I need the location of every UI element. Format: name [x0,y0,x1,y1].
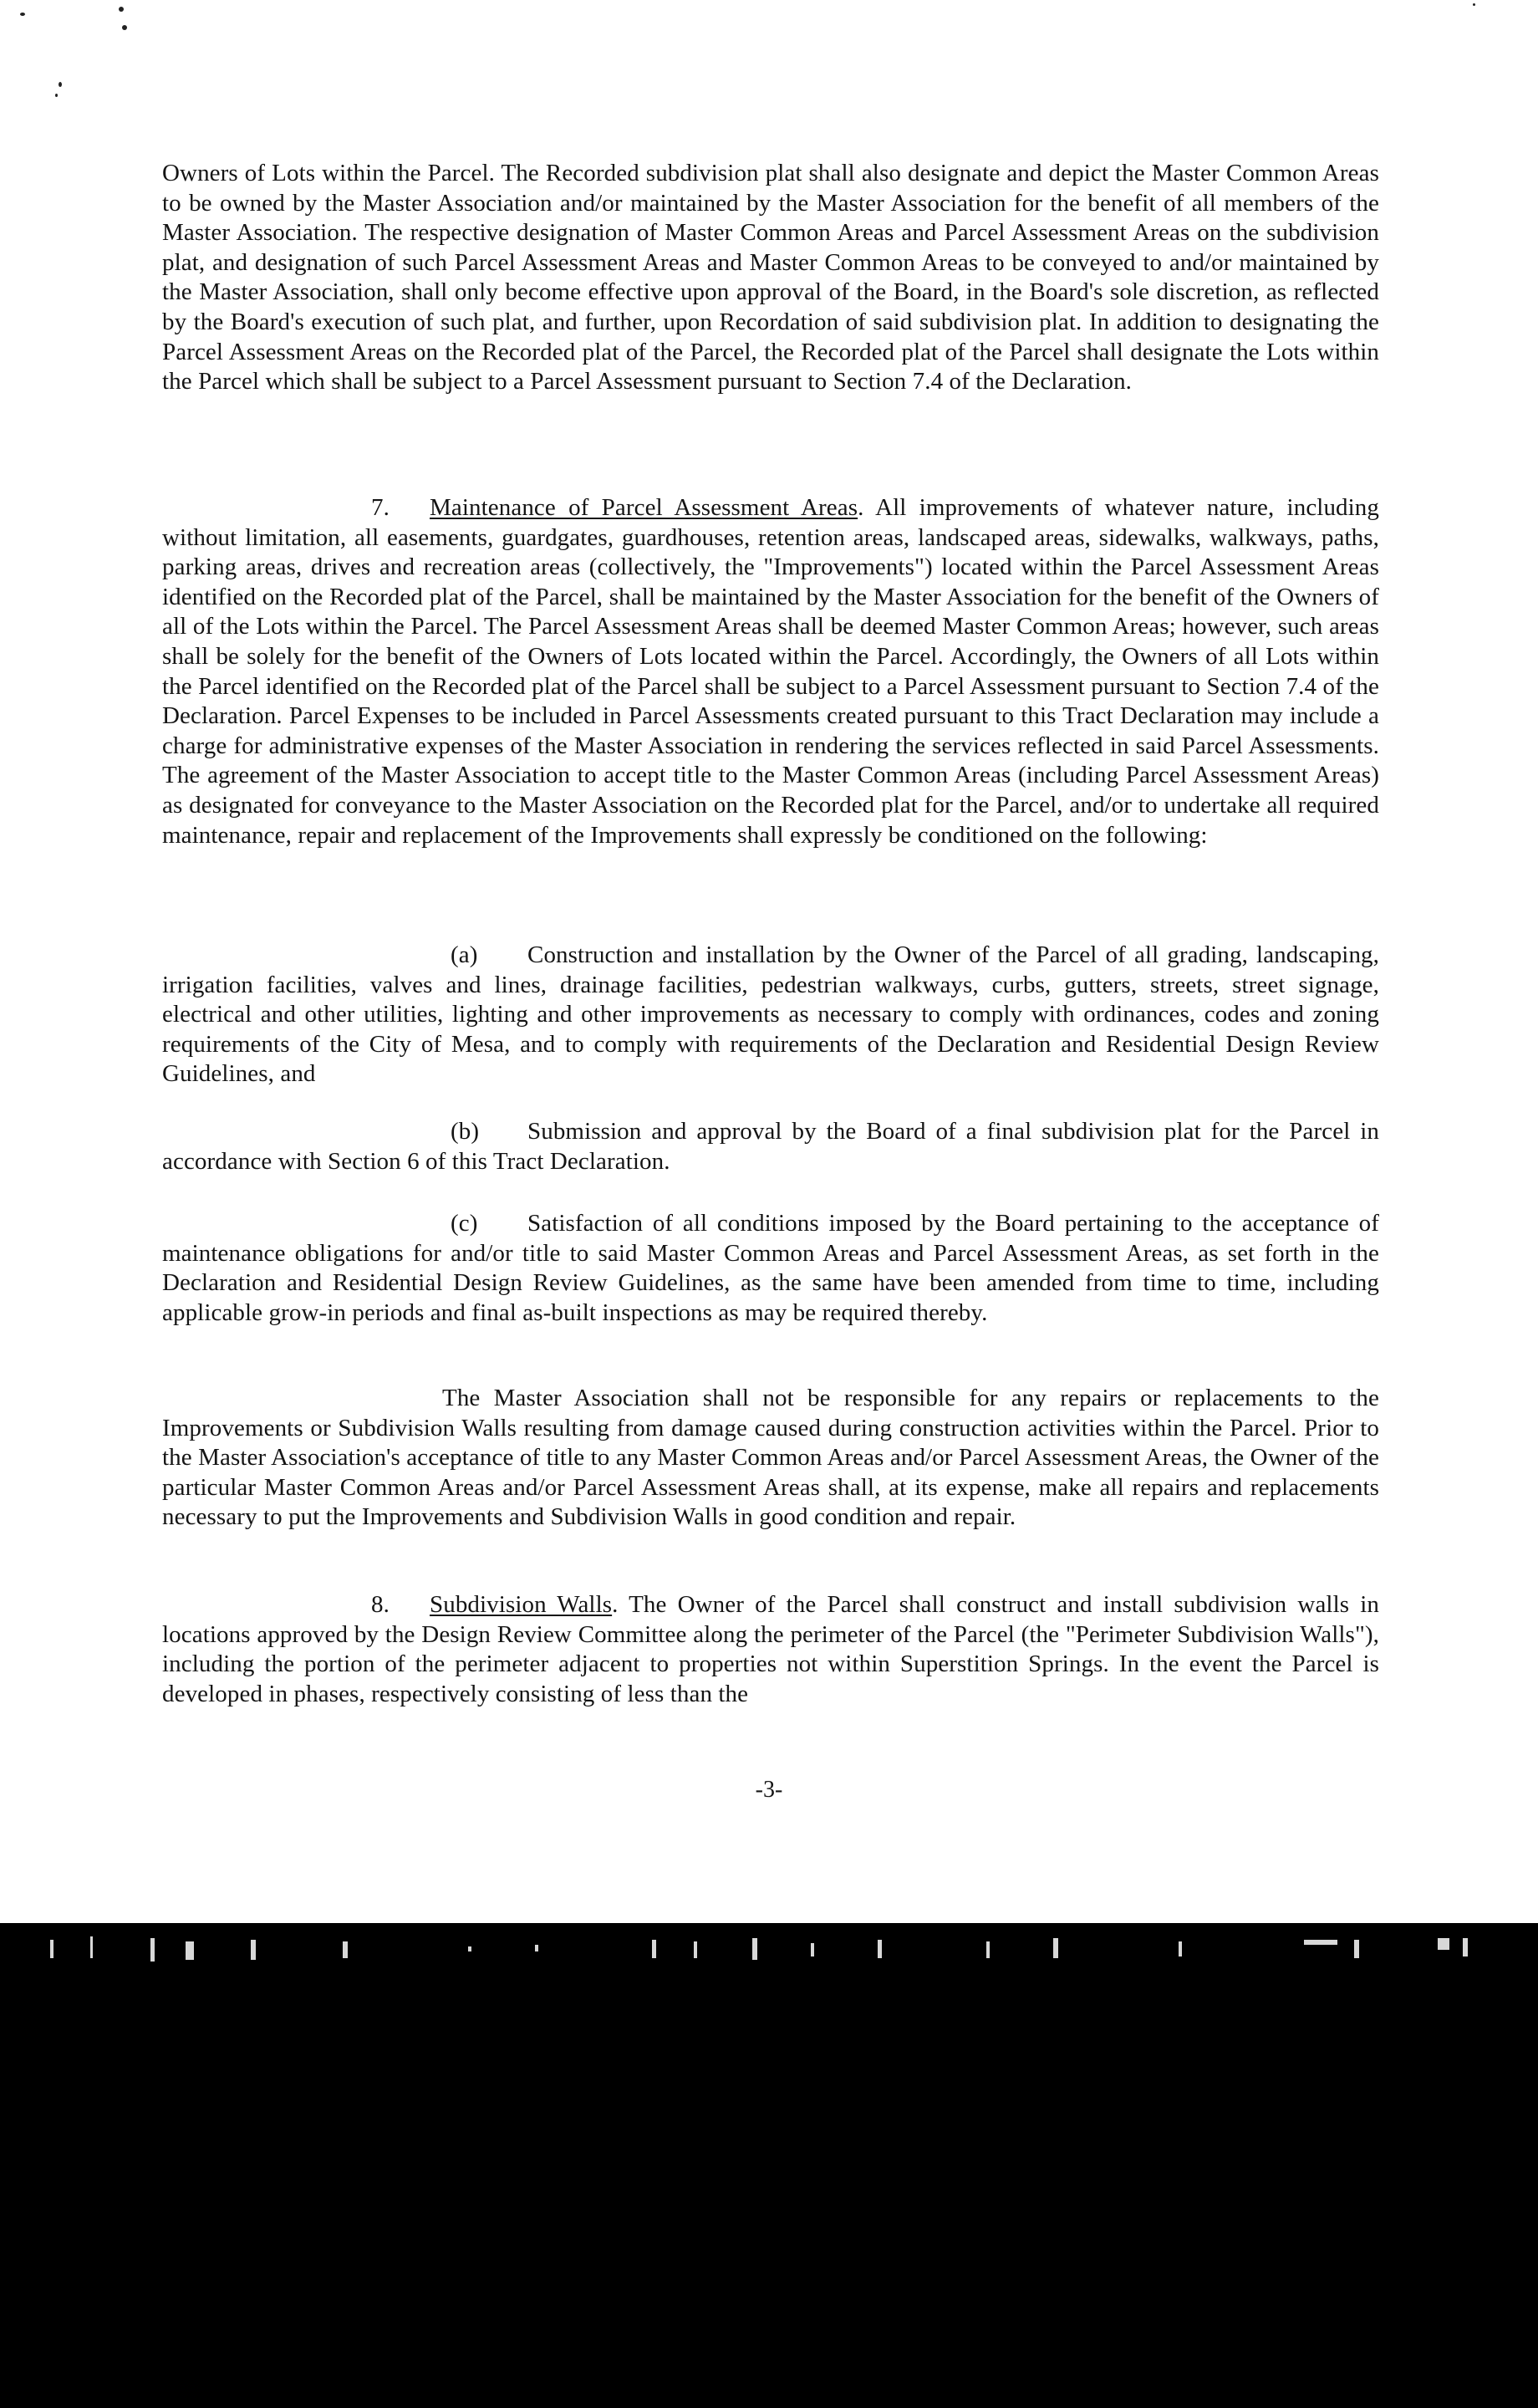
closing-paragraph: The Master Association shall not be responsible for any repairs or replacements to the Improvements or Subdivision Walls resulting from damage caused during construction activities within the Parcel. Prior to the Master Association's acceptance of title to any Master Common Areas and/or Parcel Assessment Areas, the Owner of the particular Master Common Areas and/or Parcel Assessment Areas shall, at its expense, make all repairs and replacements necessary to put the Improvements and Subdivision Walls in good condition and repair. [162,1385,1379,1531]
section-8-number: 8. [371,1591,390,1618]
condition-item-a [162,941,1379,1089]
condition-item-b [162,1117,1379,1176]
page-number: -3- [755,1777,783,1803]
section-7-paragraph [162,493,1379,850]
scan-tick [50,1940,53,1958]
section-7-heading: Maintenance of Parcel Assessment Areas [430,494,858,521]
section-7-text: . All improvements of whatever nature, including without limitation, all easements, guardgates, guardhouses, retention areas, landscaped areas, sidewalks, walkways, paths, parking areas, drives and recreation areas (collectively, the "Improvements") located within the Parcel Assessment Areas identified on the Recorded plat of the Parcel, shall be maintained by the Master Association for the benefit of the Owners of all of the Lots within the Parcel. The Parcel Assessment Areas shall be deemed Master Common Areas; however, such areas shall be solely for the benefit of the Owners of Lots located within the Parcel. Accordingly, the Owners of all Lots within the Parcel identified on the Recorded plat of the Parcel shall be subject to a Parcel Assessment pursuant to Section 7.4 of the Declaration. Parcel Expenses to be included in Parcel Assessments created pursuant to this Tract Declaration may include a charge for administrative expenses of the Master Association in rendering the services reflected in said Parcel Assessments. The agreement of the Master Association to accept title to the Master Common Areas (including Parcel Assessment Areas) as designated for conveyance to the Master Association on the Recorded plat for the Parcel, and/or to undertake all required maintenance, repair and replacement of the Improvements shall expressly be conditioned on the following: [162,494,1380,849]
section-8-heading: Subdivision Walls [430,1591,613,1618]
condition-item-c [162,1209,1379,1328]
scan-tick [343,1941,348,1958]
scanner-noise [0,1936,1538,1970]
scan-tick [986,1941,990,1958]
scan-speck [1473,3,1475,6]
scan-tick [150,1938,155,1962]
scan-speck [119,7,124,12]
section-8-text: . The Owner of the Parcel shall construct and install subdivision walls in locations approved by the Design Review Committee along the perimeter of the Parcel (the "Perimeter Subdivision Walls"), including the portion of the perimeter adjacent to properties not within Superstition Springs. In the event the Parcel is developed in phases, respectively consisting of less than the [162,1591,1379,1707]
scan-speck [20,13,25,16]
scan-tick [251,1940,256,1960]
condition-text: Satisfaction of all conditions imposed by the Board pertaining to the acceptance of maintenance obligations for and/or title to said Master Common Areas and Parcel Assessment Areas, as set forth in the Declaration and Residential Design Review Guidelines, as the same have been amended from time to time, including applicable grow-in periods and final as-built inspections as may be required thereby. [162,1210,1379,1326]
scan-tick [1354,1940,1359,1958]
condition-label: (c) [451,1210,478,1237]
scan-tick [652,1940,656,1958]
scan-tick [1438,1938,1449,1950]
condition-label: (b) [451,1118,480,1145]
scan-tick [1463,1938,1468,1956]
condition-text: Construction and installation by the Owner of the Parcel of all grading, landscaping, irrigation facilities, valves and lines, drainage facilities, pedestrian walkways, curbs, gutters, streets, street signage, electrical and other utilities, lighting and other improvements as necessary to comply with ordinances, codes and zoning requirements of the City of Mesa, and to comply with requirements of the Declaration and Residential Design Review Guidelines, and [162,941,1379,1088]
condition-text: Submission and approval by the Board of a final subdivision plat for the Parcel in accordance with Section 6 of this Tract Declaration. [162,1118,1379,1175]
scanner-border [0,1923,1538,2408]
scan-tick [186,1941,194,1960]
scan-tick [1053,1938,1058,1958]
scan-tick [878,1940,882,1958]
scan-tick [694,1941,697,1958]
scan-speck [55,94,58,97]
scan-tick [468,1946,471,1951]
section-8-paragraph [162,1590,1379,1709]
scan-tick [535,1945,538,1951]
scan-tick [1179,1941,1182,1956]
condition-label: (a) [451,941,478,968]
scan-speck [122,25,127,30]
scan-tick [90,1936,93,1958]
intro-paragraph: Owners of Lots within the Parcel. The Recorded subdivision plat shall also designate and depict the Master Common Areas to be owned by the Master Association and/or maintained by the Master Association for the benefit of all members of the Master Association. The respective designation of Master Common Areas and Parcel Assessment Areas on the subdivision plat, and designation of such Parcel Assessment Areas and Master Common Areas to be conveyed to and/or maintained by the Master Association, shall only become effective upon approval of the Board, in the Board's sole discretion, as reflected by the Board's execution of such plat, and further, upon Recordation of said subdivision plat. In addition to designating the Parcel Assessment Areas on the Recorded plat of the Parcel, the Recorded plat of the Parcel shall designate the Lots within the Parcel which shall be subject to a Parcel Assessment pursuant to Section 7.4 of the Declaration. [162,160,1379,395]
scan-tick [752,1938,757,1960]
scan-tick [811,1943,814,1956]
scan-tick [1304,1940,1337,1945]
section-7-number: 7. [371,494,390,521]
scan-speck [59,82,62,87]
